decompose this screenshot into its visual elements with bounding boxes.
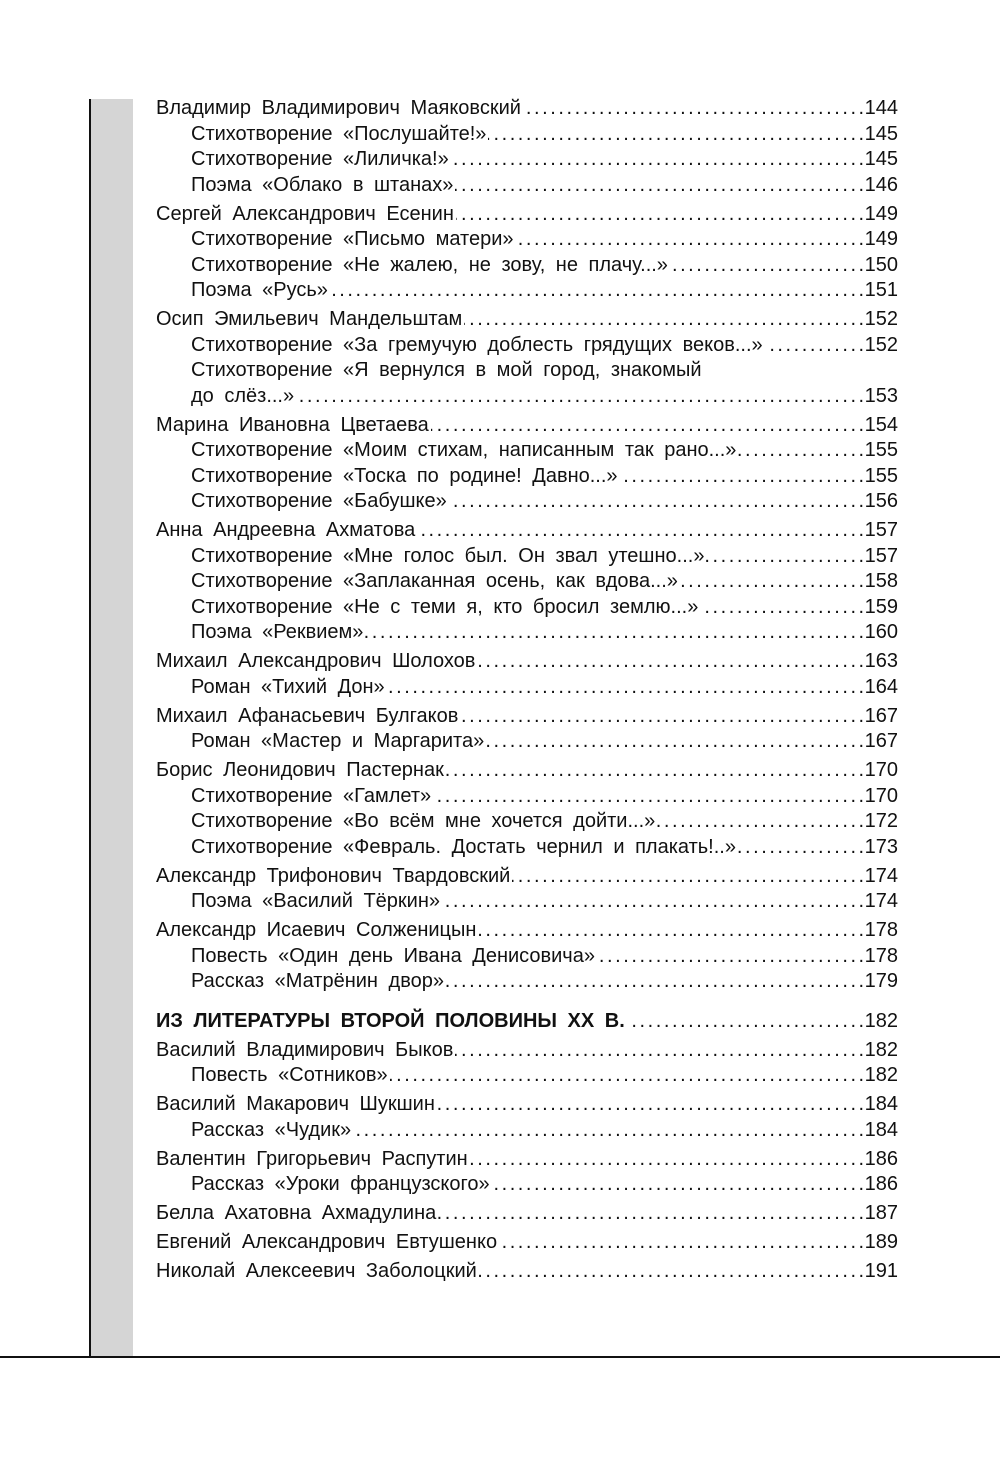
leader-dots xyxy=(597,944,863,970)
table-of-contents xyxy=(156,96,898,1288)
toc-author-group xyxy=(156,758,898,860)
toc-author-entry[interactable] xyxy=(156,1147,898,1173)
margin-gray-bar xyxy=(90,99,133,1358)
leader-dots xyxy=(706,544,862,570)
toc-work-entry[interactable] xyxy=(156,227,898,253)
work-title: Стихотворение «Не с теми я, кто бросил землю...» xyxy=(191,595,699,618)
toc-author-entry[interactable] xyxy=(156,413,898,439)
page-number: 174 xyxy=(864,864,898,887)
toc-work-entry[interactable] xyxy=(156,147,898,173)
work-title: Поэма «Облако в штанах» xyxy=(191,173,454,196)
page-number: 158 xyxy=(864,570,898,592)
leader-dots xyxy=(456,202,863,228)
work-title: Стихотворение «Мне голос был. Он звал утешно...» xyxy=(191,544,705,567)
page-number: 163 xyxy=(864,650,898,672)
toc-author-entry[interactable] xyxy=(156,864,898,890)
toc-author-entry[interactable] xyxy=(156,1201,898,1227)
page-number: 159 xyxy=(864,595,898,618)
page-number: 152 xyxy=(864,308,898,330)
author-name: Белла Ахатовна Ахмадулина xyxy=(156,1202,437,1224)
toc-author-entry[interactable] xyxy=(156,96,898,122)
author-name: Михаил Александрович Шолохов xyxy=(156,650,476,672)
toc-author-group xyxy=(156,1038,898,1089)
leader-dots xyxy=(486,729,862,755)
work-title: Стихотворение «Моим стихам, написанным так рано...» xyxy=(191,439,737,461)
leader-dots xyxy=(516,227,863,253)
toc-work-entry[interactable] xyxy=(156,1063,898,1089)
work-title: Стихотворение «Тоска по родине! Давно...» xyxy=(191,464,618,487)
toc-work-entry[interactable] xyxy=(156,333,898,359)
leader-dots xyxy=(477,649,862,675)
toc-author-group xyxy=(156,96,898,198)
toc-author-group xyxy=(156,649,898,700)
work-title: Стихотворение «Я вернулся в мой город, знакомый xyxy=(191,359,702,381)
work-title: Стихотворение «Бабушке» xyxy=(191,490,447,512)
page-number: 186 xyxy=(864,1147,898,1170)
leader-dots xyxy=(437,1092,863,1118)
toc-work-entry[interactable] xyxy=(156,569,898,595)
leader-dots xyxy=(680,569,863,595)
work-title: Поэма «Василий Тёркин» xyxy=(191,890,441,912)
footer-horizontal-rule xyxy=(0,1356,1000,1358)
toc-work-entry[interactable] xyxy=(156,464,898,490)
work-title: Роман «Мастер и Маргарита» xyxy=(191,730,485,752)
toc-section-heading[interactable] xyxy=(156,1009,898,1035)
leader-dots xyxy=(387,675,863,701)
toc-work-entry[interactable] xyxy=(156,122,898,148)
toc-author-entry[interactable] xyxy=(156,918,898,944)
page-number: 178 xyxy=(864,944,898,967)
author-name: Александр Трифонович Твардовский xyxy=(156,864,511,887)
leader-dots xyxy=(479,1259,863,1285)
work-title-continued: до слёз...» xyxy=(191,384,295,407)
leader-dots xyxy=(296,384,863,410)
page-number: 144 xyxy=(864,97,898,119)
page-number: 191 xyxy=(864,1260,898,1282)
leader-dots xyxy=(330,278,863,304)
toc-author-entry[interactable] xyxy=(156,202,898,228)
leader-dots xyxy=(499,1230,863,1256)
leader-dots xyxy=(446,969,863,995)
work-title: Рассказ «Матрёнин двор» xyxy=(191,970,444,992)
leader-dots xyxy=(442,889,863,915)
toc-work-entry[interactable] xyxy=(156,253,898,279)
leader-dots xyxy=(390,1063,863,1089)
page-number: 173 xyxy=(864,835,898,858)
leader-dots xyxy=(620,464,863,490)
toc-author-group xyxy=(156,1147,898,1198)
author-name: Николай Алексеевич Заболоцкий xyxy=(156,1260,477,1282)
page-number: 184 xyxy=(864,1093,898,1115)
author-name: Василий Макарович Шукшин xyxy=(156,1093,435,1115)
page-number: 157 xyxy=(864,519,898,541)
toc-work-entry[interactable] xyxy=(156,438,898,464)
margin-vertical-rule xyxy=(89,99,91,1358)
leader-dots xyxy=(657,809,862,835)
work-title: Рассказ «Чудик» xyxy=(191,1118,352,1141)
leader-dots xyxy=(738,438,862,464)
work-title: Повесть «Сотников» xyxy=(191,1064,388,1086)
leader-dots xyxy=(700,595,862,621)
toc-author-group xyxy=(156,518,898,646)
leader-dots xyxy=(492,1172,863,1198)
work-title: Стихотворение «Февраль. Достать чернил и плакать!..» xyxy=(191,835,736,858)
leader-dots xyxy=(417,518,862,544)
leader-dots xyxy=(512,864,862,890)
toc-work-entry[interactable] xyxy=(156,1118,898,1144)
work-title: Стихотворение «Гамлет» xyxy=(191,784,432,807)
page-number: 189 xyxy=(864,1231,898,1253)
page-number: 155 xyxy=(864,439,898,461)
leader-dots xyxy=(449,489,863,515)
toc-author-entry[interactable] xyxy=(156,307,898,333)
section-title: ИЗ ЛИТЕРАТУРЫ ВТОРОЙ ПОЛОВИНЫ XX В. xyxy=(156,1009,625,1032)
toc-work-entry-line2[interactable] xyxy=(156,384,898,410)
page-number: 179 xyxy=(864,970,898,992)
author-name: Александр Исаевич Солженицын xyxy=(156,919,477,941)
page-number: 172 xyxy=(864,810,898,832)
leader-dots xyxy=(433,784,862,810)
work-title: Стихотворение «Письмо матери» xyxy=(191,228,514,250)
toc-work-entry[interactable] xyxy=(156,620,898,646)
page-number: 182 xyxy=(864,1009,898,1032)
toc-author-group xyxy=(156,864,898,915)
toc-author-entry[interactable] xyxy=(156,1092,898,1118)
page-number: 182 xyxy=(864,1064,898,1086)
author-name: Евгений Александрович Евтушенко xyxy=(156,1231,498,1253)
author-name: Валентин Григорьевич Распутин xyxy=(156,1147,468,1170)
page-number: 153 xyxy=(864,384,898,407)
leader-dots xyxy=(353,1118,863,1144)
toc-author-entry[interactable] xyxy=(156,1230,898,1256)
work-title: Стихотворение «Лиличка!» xyxy=(191,148,449,170)
page-number: 157 xyxy=(864,544,898,567)
toc-author-group xyxy=(156,307,898,409)
page-number: 170 xyxy=(864,784,898,807)
leader-dots xyxy=(451,147,863,173)
toc-work-entry[interactable] xyxy=(156,489,898,515)
work-title: Стихотворение «За гремучую доблесть грядущих веков...» xyxy=(191,333,763,356)
toc-author-entry[interactable] xyxy=(156,518,898,544)
page-number: 149 xyxy=(864,228,898,250)
work-title: Поэма «Реквием» xyxy=(191,621,364,643)
leader-dots xyxy=(523,96,863,122)
page-number: 154 xyxy=(864,413,898,436)
toc-author-entry[interactable] xyxy=(156,758,898,784)
work-title: Рассказ «Уроки французского» xyxy=(191,1173,490,1195)
leader-dots xyxy=(455,1038,862,1064)
leader-dots xyxy=(464,307,862,333)
page-number: 160 xyxy=(864,621,898,643)
toc-author-group xyxy=(156,1230,898,1256)
work-title: Стихотворение «Во всём мне хочется дойти...» xyxy=(191,810,656,832)
toc-author-group xyxy=(156,918,898,995)
author-name: Владимир Владимирович Маяковский xyxy=(156,97,521,119)
toc-author-entry[interactable] xyxy=(156,1259,898,1285)
work-title: Стихотворение «Не жалею, не зову, не плачу...» xyxy=(191,253,668,276)
page-number: 145 xyxy=(864,122,898,145)
page-number: 170 xyxy=(864,759,898,781)
toc-work-entry[interactable] xyxy=(156,675,898,701)
leader-dots xyxy=(460,704,862,730)
leader-dots xyxy=(470,1147,863,1173)
page-number: 146 xyxy=(864,173,898,196)
page-number: 184 xyxy=(864,1118,898,1141)
toc-section-heading-group xyxy=(156,1009,898,1035)
page-number: 152 xyxy=(864,333,898,356)
page-number: 155 xyxy=(864,464,898,487)
page-number: 187 xyxy=(864,1202,898,1224)
work-title: Повесть «Один день Ивана Денисовича» xyxy=(191,944,595,967)
author-name: Борис Леонидович Пастернак xyxy=(156,759,444,781)
toc-work-entry[interactable] xyxy=(156,835,898,861)
toc-work-entry[interactable] xyxy=(156,595,898,621)
author-name: Осип Эмильевич Мандельштам xyxy=(156,308,463,330)
leader-dots xyxy=(365,620,862,646)
page-number: 150 xyxy=(864,253,898,276)
toc-author-entry[interactable] xyxy=(156,1038,898,1064)
leader-dots xyxy=(738,835,863,861)
toc-work-entry-line1[interactable] xyxy=(156,358,898,384)
page-number: 149 xyxy=(864,202,898,225)
page-number: 167 xyxy=(864,730,898,752)
toc-work-entry[interactable] xyxy=(156,784,898,810)
leader-dots xyxy=(438,1201,862,1227)
page-number: 156 xyxy=(864,490,898,512)
toc-author-group xyxy=(156,413,898,515)
toc-author-group xyxy=(156,1259,898,1285)
toc-author-entry[interactable] xyxy=(156,704,898,730)
toc-author-group xyxy=(156,1092,898,1143)
work-title: Стихотворение «Послушайте!» xyxy=(191,122,487,145)
leader-dots xyxy=(446,758,863,784)
page-number: 186 xyxy=(864,1173,898,1195)
toc-work-entry[interactable] xyxy=(156,544,898,570)
author-name: Василий Владимирович Быков xyxy=(156,1038,454,1061)
leader-dots xyxy=(670,253,863,279)
toc-work-entry[interactable] xyxy=(156,889,898,915)
leader-dots xyxy=(431,413,863,439)
toc-work-entry[interactable] xyxy=(156,944,898,970)
toc-work-entry[interactable] xyxy=(156,278,898,304)
toc-work-entry[interactable] xyxy=(156,1172,898,1198)
author-name: Михаил Афанасьевич Булгаков xyxy=(156,704,459,727)
page-number: 145 xyxy=(864,148,898,170)
leader-dots xyxy=(478,918,862,944)
author-name: Марина Ивановна Цветаева xyxy=(156,413,429,436)
work-title: Поэма «Русь» xyxy=(191,279,328,301)
toc-author-group xyxy=(156,1201,898,1227)
toc-author-group xyxy=(156,704,898,755)
work-title: Стихотворение «Заплаканная осень, как вдова...» xyxy=(191,570,678,592)
leader-dots xyxy=(488,122,862,148)
leader-dots xyxy=(455,173,862,199)
leader-dots xyxy=(627,1009,863,1035)
page-number: 167 xyxy=(864,704,898,727)
page-number: 182 xyxy=(864,1038,898,1061)
toc-work-entry[interactable] xyxy=(156,173,898,199)
leader-dots xyxy=(765,333,863,359)
toc-author-entry[interactable] xyxy=(156,649,898,675)
author-name: Анна Андреевна Ахматова xyxy=(156,519,416,541)
page-number: 164 xyxy=(864,675,898,698)
work-title: Роман «Тихий Дон» xyxy=(191,675,385,698)
page-number: 151 xyxy=(864,279,898,301)
author-name: Сергей Александрович Есенин xyxy=(156,202,454,225)
toc-work-entry[interactable] xyxy=(156,969,898,995)
toc-work-entry[interactable] xyxy=(156,809,898,835)
toc-work-entry[interactable] xyxy=(156,729,898,755)
toc-author-group xyxy=(156,202,898,304)
page-number: 174 xyxy=(864,890,898,912)
page-number: 178 xyxy=(864,919,898,941)
